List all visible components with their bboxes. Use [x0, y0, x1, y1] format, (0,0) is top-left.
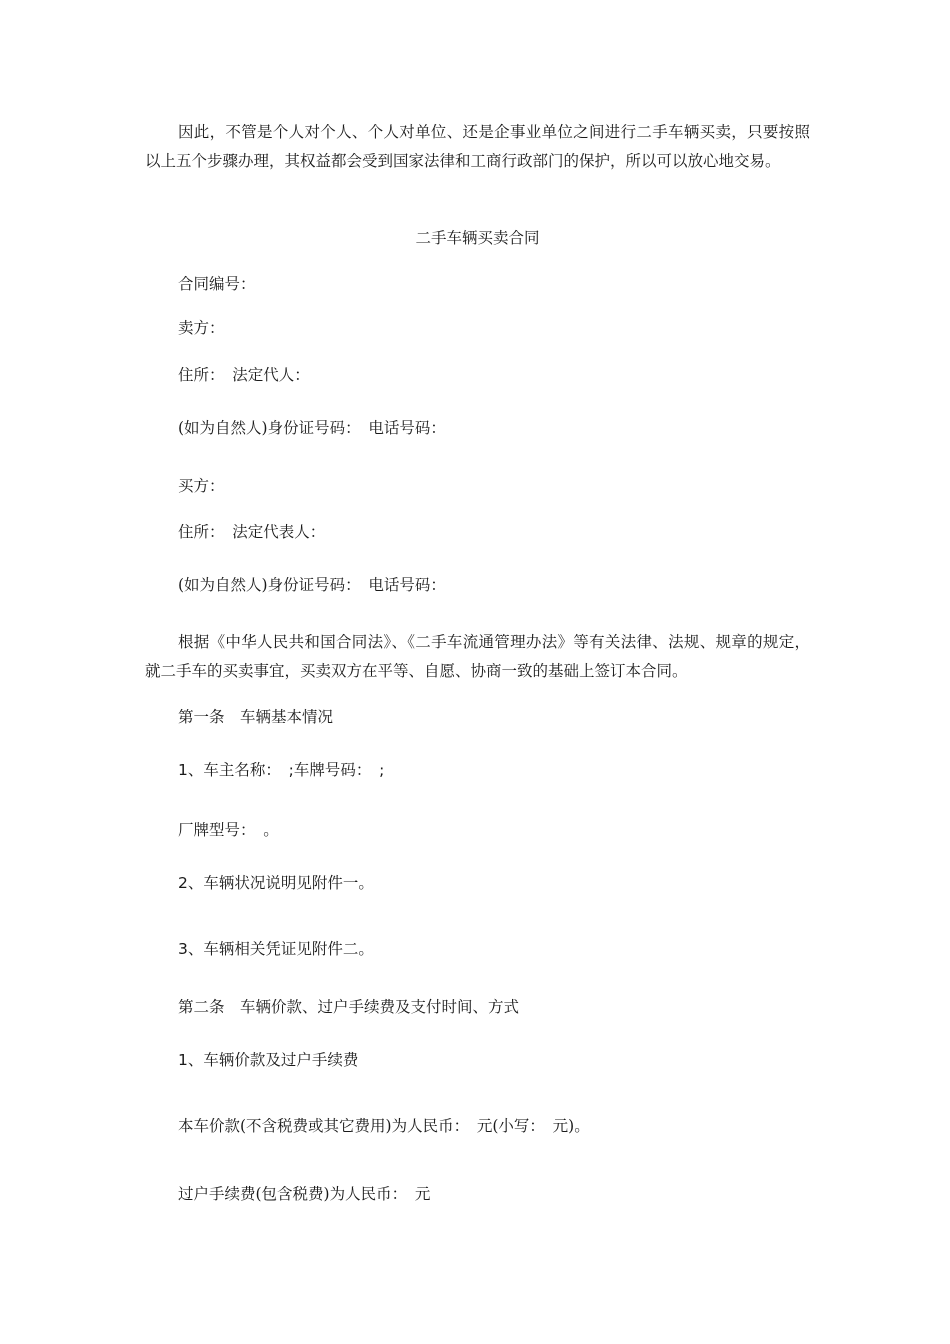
contract-title: 二手车辆买卖合同 [415, 229, 540, 247]
legal-basis-paragraph: 根据《中华人民共和国合同法》、《二手车流通管理办法》等有关法律、法规、规章的规定，就二手车的买卖事宜，买卖双方在平等、自愿、协商一致的基础上签订本合同。 [145, 633, 810, 680]
transfer-fee-line: 过户手续费(包含税费)为人民币： 元 [178, 1185, 431, 1203]
buyer-address-representative: 住所： 法定代表人： [178, 523, 326, 541]
vehicle-price-line: 本车价款(不含税费或其它费用)为人民币： 元(小写： 元)。 [178, 1117, 590, 1135]
article1-item1-owner-plate: 1、车主名称： ;车牌号码： ; [178, 761, 385, 779]
contract-number-field: 合同编号： [178, 275, 256, 293]
article2-item1-price-fee: 1、车辆价款及过户手续费 [178, 1051, 359, 1069]
article1-item3-vehicle-documents: 3、车辆相关凭证见附件二。 [178, 940, 374, 958]
buyer-id-phone: (如为自然人)身份证号码： 电话号码： [178, 576, 446, 594]
article1-heading: 第一条 车辆基本情况 [178, 708, 334, 726]
article1-item2-vehicle-condition: 2、车辆状况说明见附件一。 [178, 874, 374, 892]
seller-label: 卖方： [178, 319, 225, 337]
seller-id-phone: (如为自然人)身份证号码： 电话号码： [178, 419, 446, 437]
article2-heading: 第二条 车辆价款、过户手续费及支付时间、方式 [178, 998, 520, 1016]
seller-address-representative: 住所： 法定代人： [178, 366, 310, 384]
article1-brand-model: 厂牌型号： 。 [178, 821, 279, 839]
buyer-label: 买方： [178, 477, 225, 495]
intro-paragraph: 因此，不管是个人对个人、个人对单位、还是企事业单位之间进行二手车辆买卖，只要按照以上五个步骤办理，其权益都会受到国家法律和工商行政部门的保护，所以可以放心地交易。 [145, 123, 810, 170]
